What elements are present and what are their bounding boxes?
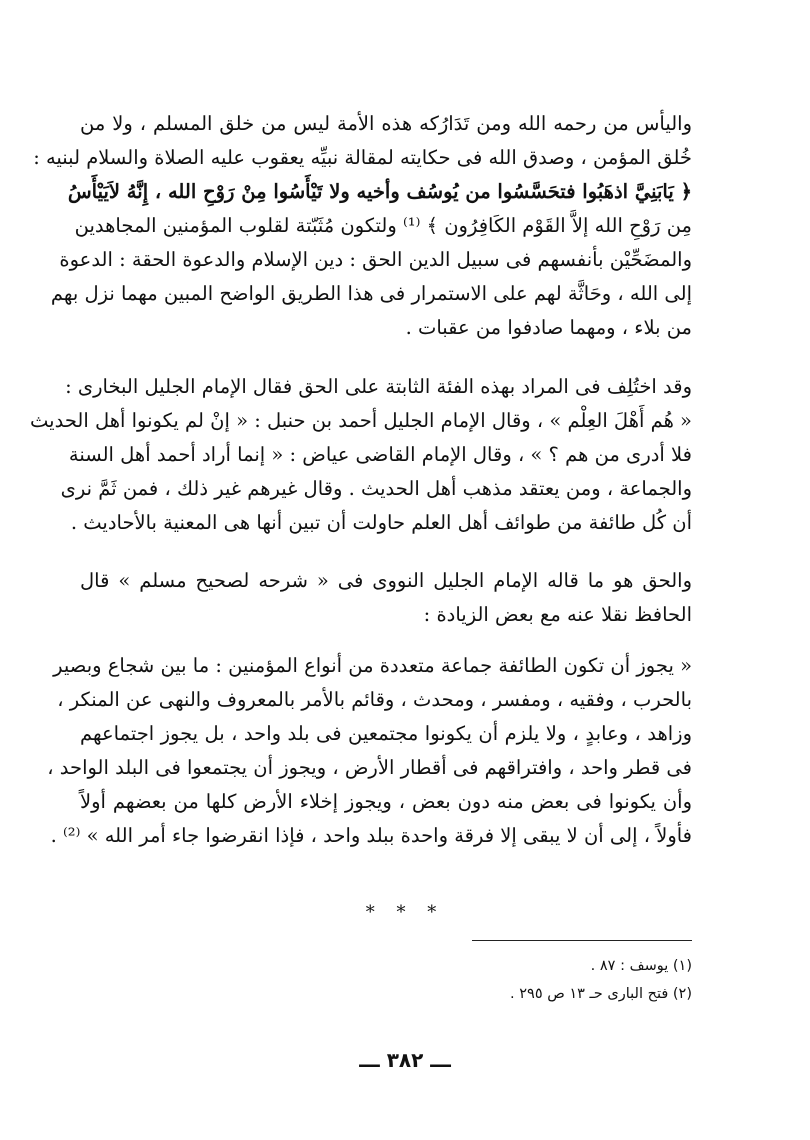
text-line: « يجوز أن تكون الطائفة جماعة متعددة من أنواع المؤمنين : ما بين شجاع وبصير [53, 654, 692, 677]
text-line: من بلاء ، ومهما صادفوا من عقبات . [405, 316, 692, 339]
footnote-item: (١) يوسف : ٨٧ . [590, 958, 692, 974]
text-line: مِن رَوْحِ الله إلاَّ القَوْم الكَافِرُون ﴾ ⁽¹⁾ ولتكون مُثَبّتة لقلوب المؤمنين المجاهدين [74, 214, 692, 237]
text-line: فلا أدرى من هم ؟ » ، وقال الإمام القاضى عياض : « إنما أراد أحمد أهل السنة [68, 443, 692, 466]
page-number: ـــ ٣٨٢ ـــ [359, 1048, 451, 1072]
paragraph-1 [33, 107, 692, 345]
footnote-item: (٢) فتح البارى حـ ١٣ ص ٢٩٥ . [510, 986, 692, 1002]
text-line: فأولاً ، إلى أن لا يبقى إلا فرقة واحدة ببلد واحد ، فإذا انقرضوا جاء أمر الله » ⁽²⁾ . [50, 824, 692, 847]
text-line: « هُم أَهْلَ العِلْم » ، وقال الإمام الجليل أحمد بن حنبل : « إنْ لم يكونوا أهل الحديث [30, 409, 692, 432]
paragraph-2 [30, 370, 692, 540]
text-line: والحق هو ما قاله الإمام الجليل النووى فى « شرحه لصحيح مسلم » قال [80, 569, 692, 592]
text-line: إلى الله ، وحَاثَّة لهم على الاستمرار فى هذا الطريق الواضح المبين مهما نزل بهم [50, 282, 692, 305]
text-line: بالحرب ، وفقيه ، ومفسر ، ومحدث ، وقائم بالأمر بالمعروف والنهى عن المنكر ، [57, 688, 692, 711]
text-line: وقد اختُلِف فى المراد بهذه الفئة الثابتة على الحق فقال الإمام الجليل البخارى : [65, 375, 692, 398]
footnote-divider [472, 940, 692, 941]
paragraph-3 [80, 564, 692, 632]
text-line: وزاهد ، وعابدٍ ، ولا يلزم أن يكونوا مجتمعين فى بلد واحد ، بل يجوز اجتماعهم [80, 722, 692, 745]
text-line: والمضَحِّيْن بأنفسهم فى سبيل الدين الحق : دين الإسلام والدعوة الحقة : الدعوة [59, 248, 692, 271]
text-line: وأن يكونوا فى بعض منه دون بعض ، ويجوز إخلاء الأرض كلها من بعضهم أولاً [80, 790, 692, 813]
text-line: أن كُل طائفة من طوائف أهل العلم حاولت أن تبين أنها هى المعنية بالأحاديث . [70, 511, 692, 534]
quran-verse-line: ﴿ يَابَنِيَّ اذهَبُوا فتحَسَّسُوا من يُوسُف وأخيه ولا تَيْأَسُوا مِنْ رَوْحِ الله ، إِنَّهُ لاَيَيْأَسُ [67, 180, 692, 203]
paragraph-4 [47, 649, 692, 853]
footnotes [380, 952, 692, 1008]
text-line: الحافظ نقلا عنه مع بعض الزيادة : [423, 603, 692, 626]
text-line: خُلق المؤمن ، وصدق الله فى حكايته لمقالة نبيِّه يعقوب عليه الصلاة والسلام لبنيه : [33, 146, 692, 169]
text-line: والجماعة ، ومن يعتقد مذهب أهل الحديث . وقال غيرهم غير ذلك ، فمن ثَمَّ نرى [60, 477, 692, 500]
section-separator: * * * [365, 902, 445, 923]
text-line: واليأس من رحمه الله ومن تَدَارُكه هذه الأمة ليس من خلق المسلم ، ولا من [80, 112, 692, 135]
text-line: فى قطر واحد ، وافتراقهم فى أقطار الأرض ، ويجوز أن يجتمعوا فى البلد الواحد ، [47, 756, 692, 779]
